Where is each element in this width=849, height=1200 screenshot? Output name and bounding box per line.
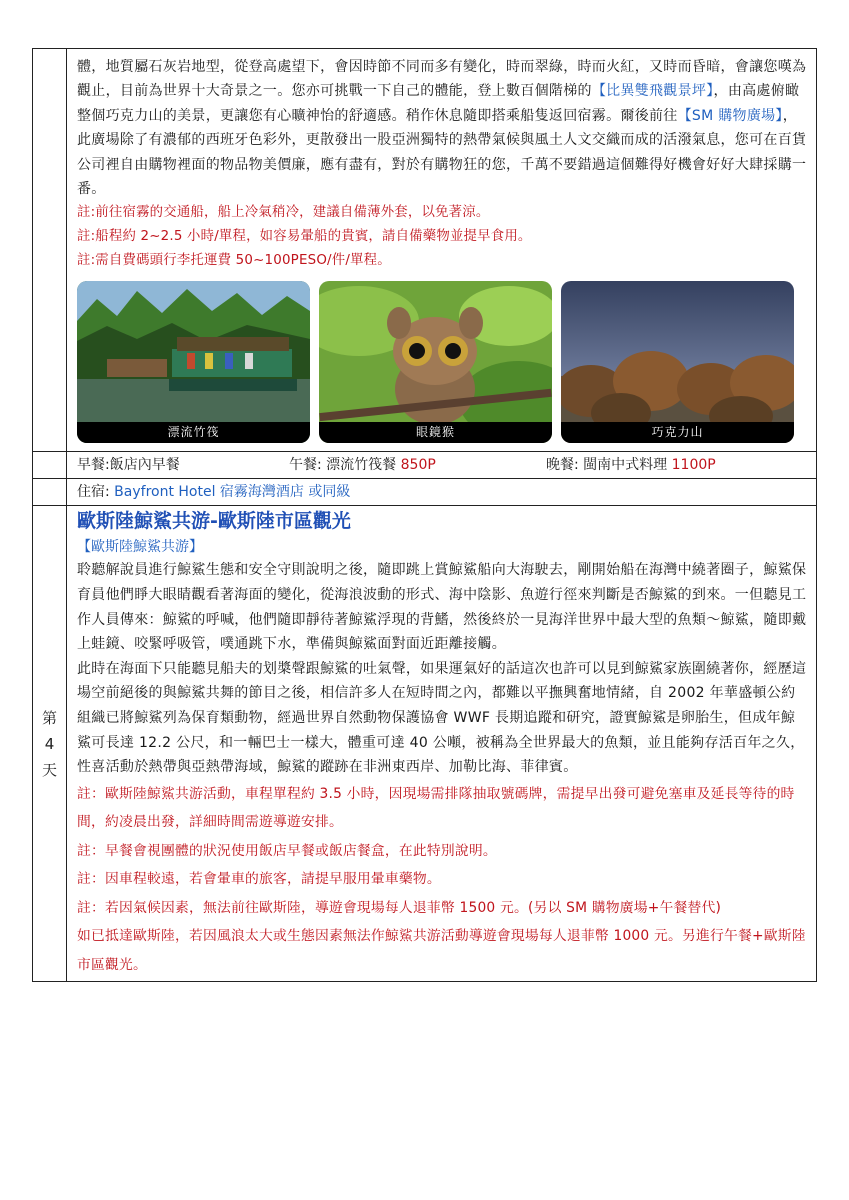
photo-caption: 眼鏡猴 bbox=[319, 422, 552, 443]
lunch-label: 午餐: 漂流竹筏餐 bbox=[289, 457, 397, 474]
lunch-price: 850P bbox=[400, 457, 436, 474]
day-cell-empty bbox=[33, 452, 67, 479]
day-title: 歐斯陸鯨鯊共游-歐斯陸市區觀光 bbox=[77, 510, 351, 533]
note-seasick: 註:船程約 2~2.5 小時/單程，如容易暈船的貴賓，請自備藥物並提早食用。 bbox=[77, 229, 532, 245]
text-run: ，此廣場除了有濃郁的西班牙色彩外，更散發出一股亞洲獨特的熱帶氣候與風土人文交織而成的活潑氣息，您可在百貨公司裡自由購物裡面的物品物美價廉，應有盡有，對於有購物狂的您，千萬不要錯過這個難得好機會好好大肆採購一番。 bbox=[77, 107, 807, 198]
day3-paragraph bbox=[77, 55, 808, 201]
day-label-char: 天 bbox=[41, 760, 57, 779]
meals-row bbox=[67, 452, 816, 478]
day-label-cell bbox=[33, 506, 67, 982]
day-label-char: 第 bbox=[41, 708, 57, 727]
note-ferry: 註:前往宿霧的交通船，船上冷氣稍冷，建議自備薄外套，以免著涼。 bbox=[77, 205, 490, 221]
hotel-cell bbox=[67, 479, 817, 506]
note-luggage: 註:需自費碼頭行李托運費 50~100PESO/件/單程。 bbox=[77, 253, 391, 269]
whale-shark-paragraph-2: 此時在海面下只能聽見船夫的划槳聲跟鯨鯊的吐氣聲，如果運氣好的話這次也許可以見到鯨鯊家族圍繞著你，經歷這場空前絕後的與鯨鯊共舞的節目之後，相信許多人在短時間之內，都難以平撫興奮地情緒，自 2002 年華盛頓公約組織已將鯨鯊列為保育類動物，經過世界自然動物保護協會 WWF 長期追蹤和研究，證實鯨鯊是卵胎生，但成年鯨鯊可長達 12.2 公尺，和一輛巴士一樣大，體重可達 40 公噸，被稱為全世界最大的魚類，並且能夠存活百年之久，性喜活動於熱帶與亞熱帶海域，鯨鯊的蹤跡在非洲東西岸、加勒比海、菲律賓。 bbox=[77, 660, 807, 776]
whale-shark-paragraph-1: 聆聽解說員進行鯨鯊生態和安全守則說明之後，隨即跳上賞鯨鯊船向大海駛去，剛開始船在海灣中繞著圈子，鯨鯊保育員他們睜大眼睛觀看著海面的變化，從海浪波動的形式、海中陰影、魚遊行徑來判斷是否鯨鯊的到來。一但聽見工作人員傳來：鯨鯊的呼喊，他們隨即靜待著鯨鯊浮現的背鰭，然後終於一見海洋世界中最大型的魚類～鯨鯊，隨即戴上蛙鏡、咬緊呼吸管，噗通跳下水，準備與鯨鯊面對面近距離接觸。 bbox=[77, 562, 807, 653]
day-label bbox=[33, 705, 66, 783]
note-weather-refund: 註：若因氣候因素，無法前往歐斯陸，導遊會現場每人退菲幣 1500 元。(另以 SM 購物廣場+午餐替代) bbox=[77, 899, 722, 916]
note-carsick: 註：因車程較遠，若會暈車的旅客，請提早服用暈車藥物。 bbox=[77, 871, 441, 888]
day4-content-cell bbox=[67, 506, 817, 982]
note-wave-refund: 如已抵達歐斯陸，若因風浪太大或生態因素無法作鯨鯊共游活動導遊會現場每人退菲幣 1000 元。另進行午餐+歐斯陸市區觀光。 bbox=[77, 928, 806, 973]
text-run: ，由高處俯瞰整個巧克力山的美景，更讓您有心曠神怡的舒適感。稍作休息隨即搭乘船隻返回宿霧。爾後前往 bbox=[77, 83, 800, 124]
itinerary-table bbox=[32, 48, 817, 982]
photo-caption: 巧克力山 bbox=[561, 422, 794, 443]
lunch bbox=[289, 454, 546, 476]
dinner bbox=[546, 454, 808, 476]
hotel-row bbox=[67, 479, 816, 505]
day-label-number: 4 bbox=[44, 734, 55, 753]
day-cell-empty bbox=[33, 49, 67, 452]
hotel-name: Bayfront Hotel 宿霧海灣酒店 或同級 bbox=[114, 484, 351, 501]
note-travel-time: 註：歐斯陸鯨鯊共游活動，車程單程約 3.5 小時，因現場需排隊抽取號碼牌，需提早出發可避免塞車及延長等待的時間，約凌晨出發，詳細時間需遊導遊安排。 bbox=[77, 785, 795, 831]
photo-caption: 漂流竹筏 bbox=[77, 422, 310, 443]
meals-cell bbox=[67, 452, 817, 479]
dinner-label: 晚餐: 閩南中式料理 bbox=[546, 457, 668, 474]
highlight-sm-mall: 【SM 購物廣場】 bbox=[677, 107, 783, 124]
hotel-label: 住宿: bbox=[77, 484, 115, 501]
photo-row bbox=[77, 281, 808, 443]
section-title: 【歐斯陸鯨鯊共游】 bbox=[77, 539, 203, 556]
tarsier-photo bbox=[319, 281, 552, 443]
day-cell-empty bbox=[33, 479, 67, 506]
text-run: 體，地質屬石灰岩地型，從登高處望下，會因時節不同而多有變化，時而翠綠，時而火紅，又時而昏暗，會讓您嘆為觀止，目前為世界十大奇景之一。您亦可挑戰一下自己的體能，登上數百個階梯的 bbox=[77, 59, 807, 100]
breakfast: 早餐:飯店內早餐 bbox=[77, 457, 180, 474]
dinner-price: 1100P bbox=[671, 457, 716, 474]
river-raft-photo bbox=[77, 281, 310, 443]
chocolate-hills-photo bbox=[561, 281, 794, 443]
day3-content-cell bbox=[67, 49, 817, 452]
highlight-viewpoint: 【比異雙飛觀景坪】 bbox=[591, 83, 714, 100]
note-breakfast: 註：早餐會視團體的狀況使用飯店早餐或飯店餐盒，在此特別說明。 bbox=[77, 842, 497, 859]
